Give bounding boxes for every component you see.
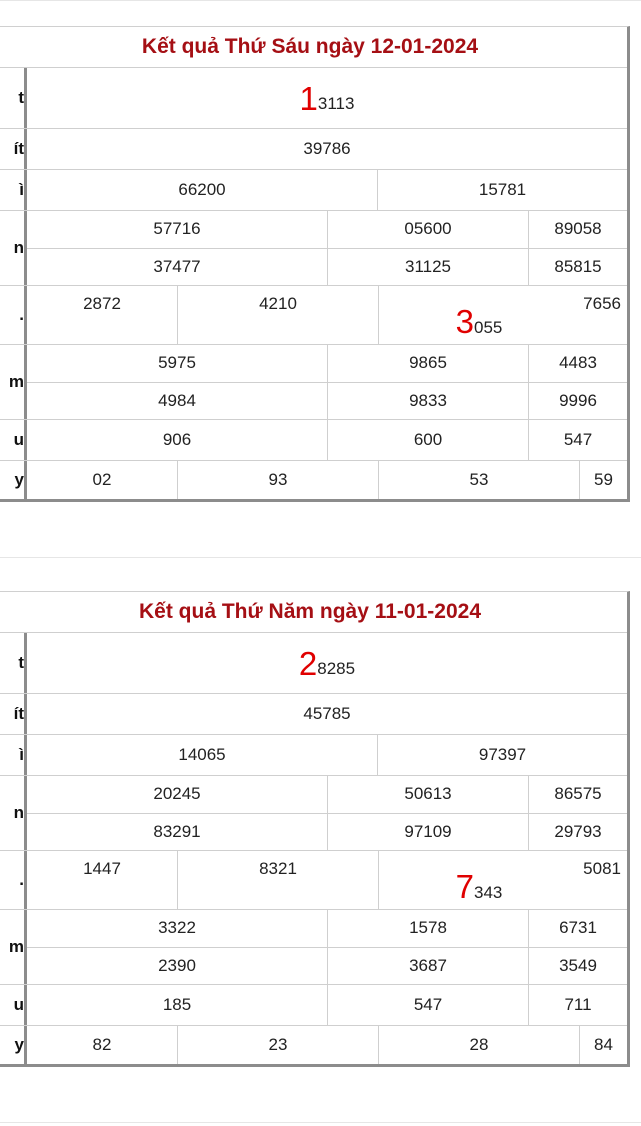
row-first <box>0 694 627 735</box>
seventh-prize-cell: 82 <box>92 1035 112 1054</box>
fifth-prize-cell: 2390 <box>158 955 196 975</box>
fifth-prize-cell: 1578 <box>327 910 528 947</box>
row-sixth <box>0 985 627 1026</box>
fourth-prize-cell: 7656 <box>583 294 621 313</box>
board-title: Kết quả Thứ Năm ngày 11-01-2024 <box>0 592 627 633</box>
row-label: y <box>0 461 27 499</box>
row-label: t <box>0 68 27 128</box>
sixth-prize-cell: 711 <box>528 985 627 1025</box>
third-prize-cell: 89058 <box>528 211 627 248</box>
second-prize-cell: 66200 <box>178 180 226 199</box>
bottom-divider <box>0 1122 641 1123</box>
fourth-prize-cell: 1447 <box>83 859 121 878</box>
row-label: m <box>0 910 27 984</box>
seventh-prize-cell: 84 <box>579 1026 627 1064</box>
fourth-prize-lead-digit: 3 <box>455 303 474 340</box>
third-prize-cell: 85815 <box>528 249 627 286</box>
third-prize-cell: 05600 <box>327 211 528 248</box>
fourth-prize-rest: 343 <box>473 883 503 902</box>
row-label: u <box>0 985 27 1025</box>
result-board-2 <box>0 591 630 1067</box>
fourth-prize-cell: 4210 <box>177 286 378 344</box>
fourth-prize-cell: 2872 <box>83 294 121 313</box>
row-label: ì <box>0 170 27 210</box>
fourth-prize-cell-highlight <box>378 851 579 909</box>
third-prize-cell: 57716 <box>153 219 201 239</box>
board-title: Kết quả Thứ Sáu ngày 12-01-2024 <box>0 27 627 68</box>
fifth-prize-cell: 3322 <box>158 918 196 938</box>
seventh-prize-cell: 02 <box>92 470 112 489</box>
fourth-prize-cell: 8321 <box>177 851 378 909</box>
second-prize-cell: 14065 <box>178 745 226 764</box>
fourth-prize-lead-digit: 7 <box>455 868 474 905</box>
sixth-prize-cell: 600 <box>327 420 528 460</box>
row-label: ì <box>0 735 27 775</box>
row-special <box>0 633 627 694</box>
seventh-prize-cell: 53 <box>378 461 579 499</box>
third-prize-cell: 50613 <box>327 776 528 813</box>
sixth-prize-cell: 185 <box>162 995 192 1014</box>
row-sixth <box>0 420 627 461</box>
first-prize-cell: 39786 <box>303 139 351 158</box>
fifth-prize-cell: 9833 <box>327 383 528 420</box>
row-label: ít <box>0 129 27 169</box>
second-prize-cell: 15781 <box>377 170 627 210</box>
second-prize-cell: 97397 <box>377 735 627 775</box>
seventh-prize-cell: 23 <box>177 1026 378 1064</box>
row-label: n <box>0 211 27 285</box>
seventh-prize-cell: 59 <box>579 461 627 499</box>
row-third <box>0 776 627 851</box>
result-board-1 <box>0 26 630 502</box>
third-prize-cell: 29793 <box>528 814 627 851</box>
row-label: u <box>0 420 27 460</box>
board-divider <box>0 557 641 558</box>
row-label: y <box>0 1026 27 1064</box>
row-fifth <box>0 910 627 985</box>
third-prize-cell: 31125 <box>327 249 528 286</box>
fifth-prize-cell: 5975 <box>158 353 196 373</box>
row-label: . <box>0 851 27 909</box>
sixth-prize-cell: 547 <box>327 985 528 1025</box>
sixth-prize-cell: 547 <box>528 420 627 460</box>
row-fifth <box>0 345 627 420</box>
third-prize-cell: 20245 <box>153 784 201 804</box>
special-prize-lead-digit: 2 <box>298 644 318 682</box>
fifth-prize-cell: 9865 <box>327 345 528 382</box>
third-prize-cell: 37477 <box>153 256 201 276</box>
fifth-prize-cell: 4984 <box>158 390 196 410</box>
special-prize-cell <box>27 68 627 128</box>
third-prize-cell: 86575 <box>528 776 627 813</box>
first-prize-cell: 45785 <box>303 704 351 723</box>
fourth-prize-rest: 055 <box>473 318 503 337</box>
row-label: t <box>0 633 27 693</box>
row-third <box>0 211 627 286</box>
third-prize-cell: 83291 <box>153 821 201 841</box>
row-second <box>0 735 627 776</box>
row-label: ít <box>0 694 27 734</box>
special-prize-rest: 3113 <box>317 94 355 113</box>
row-special <box>0 68 627 129</box>
fifth-prize-cell: 6731 <box>528 910 627 947</box>
top-divider <box>0 0 641 1</box>
row-label: n <box>0 776 27 850</box>
row-seventh <box>0 461 627 499</box>
fifth-prize-cell: 3687 <box>327 948 528 985</box>
fourth-prize-cell-highlight <box>378 286 579 344</box>
special-prize-lead-digit: 1 <box>299 79 318 117</box>
fifth-prize-cell: 4483 <box>528 345 627 382</box>
row-second <box>0 170 627 211</box>
fourth-prize-cell: 5081 <box>583 859 621 878</box>
sixth-prize-cell: 906 <box>162 430 192 449</box>
row-label: m <box>0 345 27 419</box>
fifth-prize-cell: 3549 <box>528 948 627 985</box>
special-prize-cell <box>27 633 627 693</box>
fifth-prize-cell: 9996 <box>528 383 627 420</box>
row-fourth <box>0 851 627 910</box>
third-prize-cell: 97109 <box>327 814 528 851</box>
row-label: . <box>0 286 27 344</box>
seventh-prize-cell: 28 <box>378 1026 579 1064</box>
seventh-prize-cell: 93 <box>177 461 378 499</box>
row-fourth <box>0 286 627 345</box>
row-seventh <box>0 1026 627 1064</box>
special-prize-rest: 8285 <box>317 659 356 678</box>
row-first <box>0 129 627 170</box>
